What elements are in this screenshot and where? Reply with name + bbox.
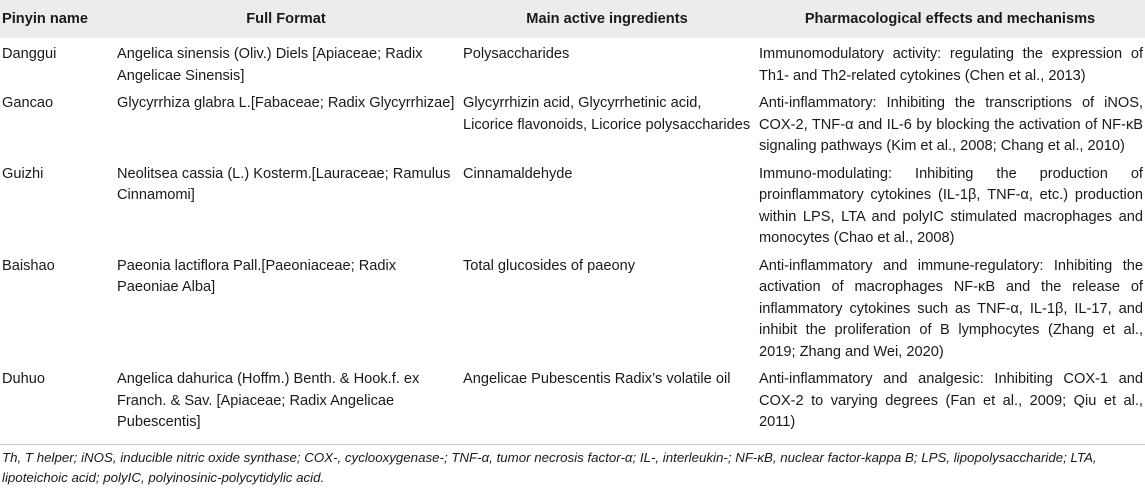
header-row [0,0,1145,38]
table-footnote: Th, T helper; iNOS, inducible nitric oxide synthase; COX-, cyclooxygenase-; TNF-α, tumor necrosis factor-α; IL-, interleukin-; NF-κB, nuclear factor-kappa B; LPS, lipopolysaccharide; LTA, lipoteichoic acid; polyIC, polyinosinic-polycytidylic acid. [2,450,1097,485]
cell-pinyin: Gancao [2,95,54,111]
cell-full-format: Angelica sinensis (Oliv.) Diels [Apiaceae; Radix Angelicae Sinensis] [117,46,423,84]
cell-ingredients: Glycyrrhizin acid, Glycyrrhetinic acid, Licorice flavonoids, Licorice polysaccharides [463,95,751,133]
cell-pinyin: Duhuo [0,363,113,444]
cell-pinyin: Danggui [2,46,57,62]
header-pinyin: Pinyin name [2,11,88,27]
cell-ingredients: Polysaccharides [463,46,570,62]
cell-full-format: Angelica dahurica (Hoffm.) Benth. & Hook.f. ex Franch. & Sav. [Apiaceae; Radix Angelicae Pubescentis] [113,363,459,444]
table-row [0,38,1145,87]
cell-effects: Immuno-modulating: Inhibiting the production of proinflammatory cytokines (IL-1β, TNF-α, etc.) production within LPS, LTA and polyIC stimulated macrophages and monocytes (Chao et al., 2008) [759,165,1143,246]
table-row [0,87,1145,158]
cell-ingredients: Cinnamaldehyde [463,165,573,182]
table-header [0,0,1145,38]
cell-full-format: Glycyrrhiza glabra L.[Fabaceae; Radix Glycyrrhizae] [117,95,455,111]
cell-ingredients: Total glucosides of paeony [463,257,635,274]
table-row [0,250,1145,364]
table-body [0,38,1145,444]
cell-effects: Anti-inflammatory and analgesic: Inhibiting COX-1 and COX-2 to varying degrees (Fan et al., 2009; Qiu et al., 2011) [755,363,1145,444]
cell-effects: Anti-inflammatory and immune-regulatory: Inhibiting the activation of macrophages NF-κB and the release of inflammatory cytokines such as TNF-α, IL-1β, IL-17, and inhibit the proliferation of B lymphocytes (Zhang et al., 2019; Zhang and Wei, 2020) [759,257,1143,360]
cell-pinyin: Guizhi [2,165,44,182]
cell-full-format: Paeonia lactiflora Pall.[Paeoniaceae; Radix Paeoniae Alba] [117,257,397,295]
cell-effects: Immunomodulatory activity: regulating the expression of Th1- and Th2-related cytokines (Chen et al., 2013) [759,46,1143,84]
table-row [0,363,1145,444]
cell-effects: Anti-inflammatory: Inhibiting the transcriptions of iNOS, COX-2, TNF-α and IL-6 by blocking the activation of NF-κB signaling pathways (Kim et al., 2008; Chang et al., 2010) [759,95,1143,154]
header-full-format: Full Format [246,11,326,27]
cell-full-format: Neolitsea cassia (L.) Kosterm.[Lauraceae; Ramulus Cinnamomi] [117,165,451,203]
table-row [0,158,1145,250]
cell-pinyin: Baishao [2,257,55,274]
header-ingredients: Main active ingredients [526,11,688,27]
cell-ingredients: Angelicae Pubescentis Radix’s volatile oil [459,363,755,444]
header-effects: Pharmacological effects and mechanisms [804,11,1096,27]
